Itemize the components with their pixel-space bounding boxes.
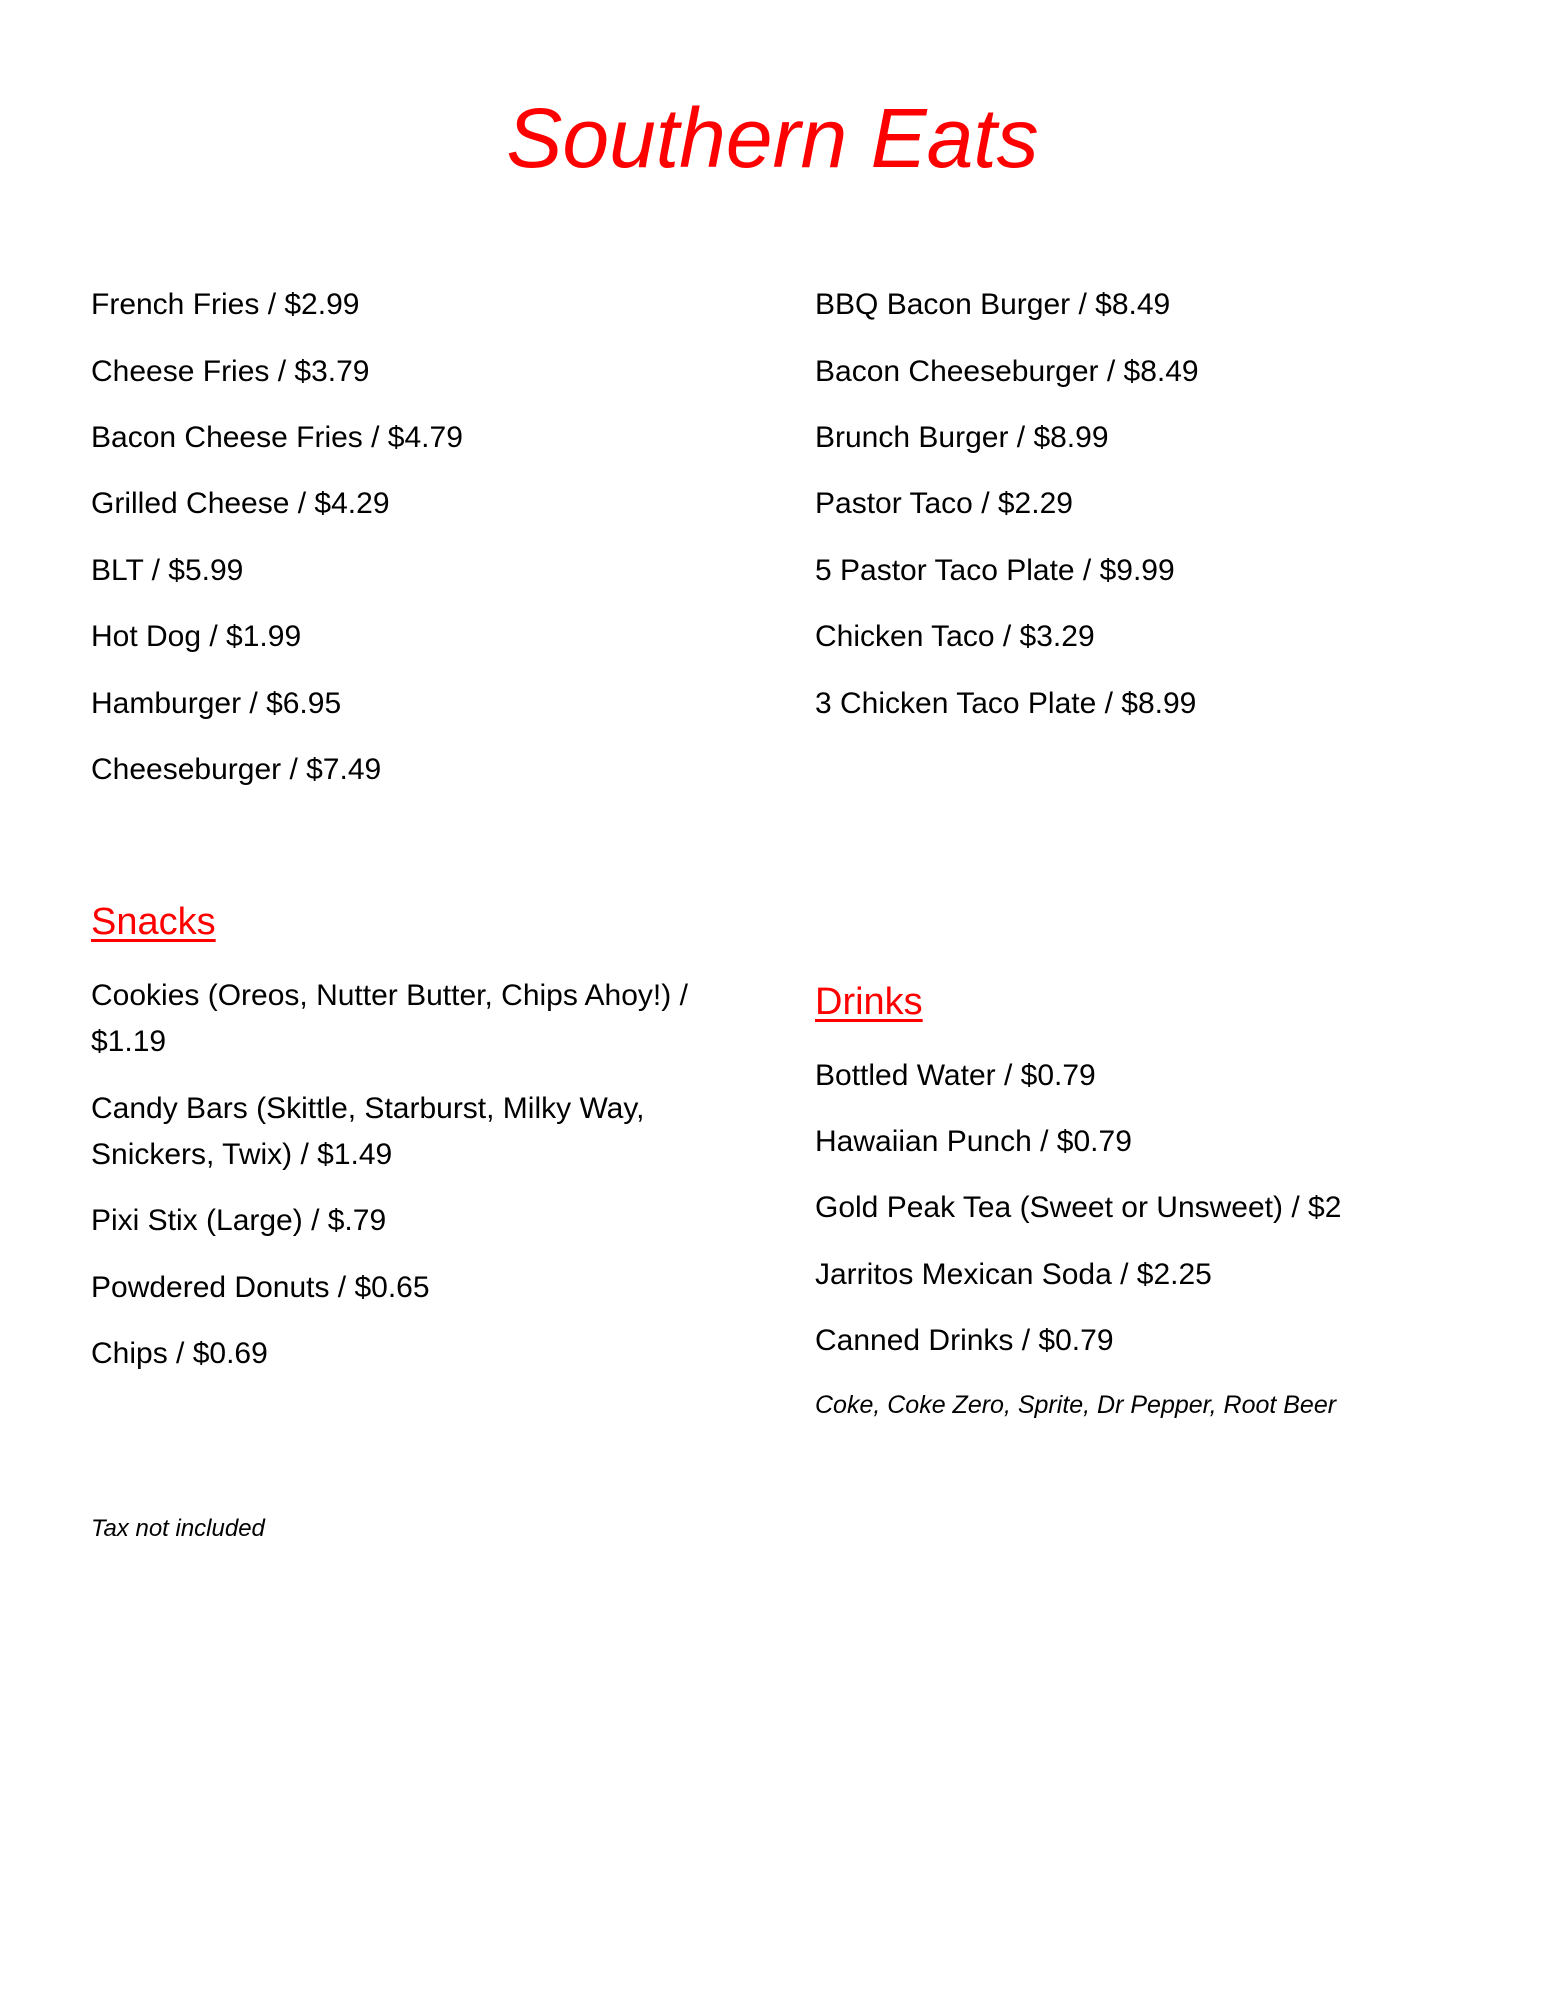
menu-item: Hamburger / $6.95 [91,687,342,720]
menu-item: Bacon Cheese Fries / $4.79 [91,421,463,454]
menu-item: Grilled Cheese / $4.29 [91,487,390,520]
menu-item: Chicken Taco / $3.29 [815,620,1095,653]
menu-item: 3 Chicken Taco Plate / $8.99 [815,687,1197,720]
drink-item: Canned Drinks / $0.79 [815,1324,1114,1357]
menu-item: Cheeseburger / $7.49 [91,753,382,786]
snack-item: Powdered Donuts / $0.65 [91,1271,430,1304]
menu-item: Brunch Burger / $8.99 [815,421,1109,454]
snacks-heading: Snacks [91,901,216,943]
snack-item: Pixi Stix (Large) / $.79 [91,1204,387,1237]
drink-item: Hawaiian Punch / $0.79 [815,1125,1132,1158]
snack-item: Cookies (Oreos, Nutter Butter, Chips Ahoy!) / $1.19 [91,979,688,1058]
snack-item: Candy Bars (Skittle, Starburst, Milky Way, Snickers, Twix) / $1.49 [91,1092,645,1171]
menu-item: BBQ Bacon Burger / $8.49 [815,288,1171,321]
menu-item: Cheese Fries / $3.79 [91,355,370,388]
menu-item: BLT / $5.99 [91,554,244,587]
drink-item: Jarritos Mexican Soda / $2.25 [815,1258,1212,1291]
menu-item: Pastor Taco / $2.29 [815,487,1073,520]
drinks-heading: Drinks [815,981,923,1023]
drink-item: Gold Peak Tea (Sweet or Unsweet) / $2 [815,1191,1342,1224]
menu-item: 5 Pastor Taco Plate / $9.99 [815,554,1175,587]
menu-item: French Fries / $2.99 [91,288,360,321]
menu-item: Bacon Cheeseburger / $8.49 [815,355,1199,388]
snack-item: Chips / $0.69 [91,1337,268,1370]
canned-drinks-note: Coke, Coke Zero, Sprite, Dr Pepper, Root Beer [815,1391,1337,1419]
menu-title: Southern Eats [506,91,1039,185]
tax-note: Tax not included [91,1515,265,1542]
drink-item: Bottled Water / $0.79 [815,1059,1096,1092]
menu-item: Hot Dog / $1.99 [91,620,302,653]
